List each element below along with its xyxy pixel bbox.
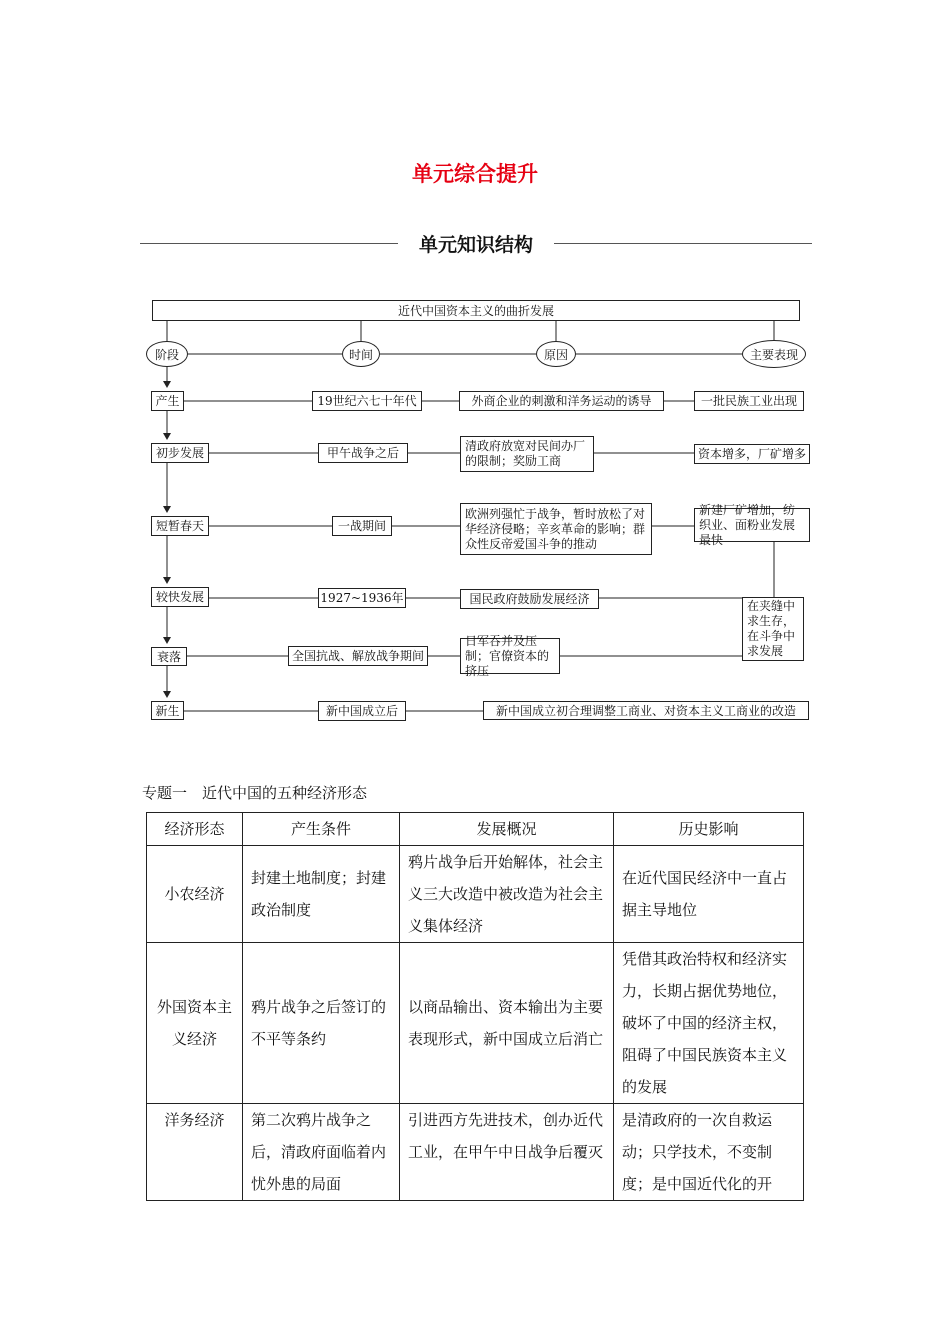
table-header: 发展概况 xyxy=(400,813,614,846)
table-cell: 凭借其政治特权和经济实力，长期占据优势地位，破坏了中国的经济主权，阻碍了中国民族资本主义的发展 xyxy=(614,943,804,1104)
table-cell: 鸦片战争之后签订的不平等条约 xyxy=(243,943,400,1104)
header-oval-stage: 阶段 xyxy=(146,341,188,367)
table-cell: 引进西方先进技术，创办近代工业，在甲午中日战争后覆灭 xyxy=(400,1104,614,1201)
topic-title: 专题一 近代中国的五种经济形态 xyxy=(142,784,368,802)
reason-box: 清政府放宽对民间办厂的限制；奖励工商 xyxy=(460,436,594,472)
time-box: 19世纪六七十年代 xyxy=(312,391,422,411)
table-cell: 小农经济 xyxy=(147,846,243,943)
time-box: 全国抗战、解放战争期间 xyxy=(288,646,428,666)
time-box: 一战期间 xyxy=(332,516,392,536)
header-oval-manifestation: 主要表现 xyxy=(742,340,806,368)
table-cell: 鸦片战争后开始解体，社会主义三大改造中被改造为社会主义集体经济 xyxy=(400,846,614,943)
table-header: 经济形态 xyxy=(147,813,243,846)
time-box: 新中国成立后 xyxy=(318,701,406,721)
table-row xyxy=(147,1104,804,1201)
side-note-box: 在夹缝中求生存，在斗争中求发展 xyxy=(742,597,804,661)
table-header: 历史影响 xyxy=(614,813,804,846)
reason-box: 国民政府鼓励发展经济 xyxy=(460,589,599,609)
table-cell: 是清政府的一次自救运动；只学技术，不变制度；是中国近代化的开 xyxy=(614,1104,804,1201)
table-cell: 外国资本主义经济 xyxy=(147,943,243,1104)
table-cell: 洋务经济 xyxy=(147,1104,243,1201)
manifestation-box: 一批民族工业出现 xyxy=(694,391,804,411)
table-cell: 以商品输出、资本输出为主要表现形式，新中国成立后消亡 xyxy=(400,943,614,1104)
diagram-top-box: 近代中国资本主义的曲折发展 xyxy=(152,300,800,321)
final-box: 新中国成立初合理调整工商业、对资本主义工商业的改造 xyxy=(483,701,809,720)
stage-box: 初步发展 xyxy=(151,443,209,463)
time-box: 甲午战争之后 xyxy=(318,443,408,463)
table-row xyxy=(147,943,804,1104)
header-oval-time: 时间 xyxy=(342,341,380,367)
time-box: 1927~1936年 xyxy=(318,588,406,608)
stage-box: 产生 xyxy=(151,391,184,411)
manifestation-box: 资本增多，厂矿增多 xyxy=(694,444,810,464)
manifestation-box: 新建厂矿增加，纺织业、面粉业发展最快 xyxy=(694,508,810,542)
header-oval-reason: 原因 xyxy=(536,341,576,367)
page-title: 单元综合提升 xyxy=(412,162,538,186)
stage-box: 衰落 xyxy=(151,647,187,666)
reason-box: 外商企业的刺激和洋务运动的诱导 xyxy=(459,391,664,411)
economic-forms-table xyxy=(146,812,804,1201)
stage-box: 新生 xyxy=(151,701,184,720)
stage-box: 短暂春天 xyxy=(151,516,209,536)
section-title: 单元知识结构 xyxy=(418,234,533,256)
table-row xyxy=(147,846,804,943)
table-header: 产生条件 xyxy=(243,813,400,846)
reason-box: 日军吞并及压制；官僚资本的挤压 xyxy=(460,638,560,674)
table-header-row xyxy=(147,813,804,846)
reason-box: 欧洲列强忙于战争，暂时放松了对华经济侵略；辛亥革命的影响；群众性反帝爱国斗争的推动 xyxy=(460,503,652,555)
stage-box: 较快发展 xyxy=(151,587,209,607)
table-cell: 在近代国民经济中一直占据主导地位 xyxy=(614,846,804,943)
table-cell: 第二次鸦片战争之后，清政府面临着内忧外患的局面 xyxy=(243,1104,400,1201)
table-cell: 封建土地制度；封建政治制度 xyxy=(243,846,400,943)
